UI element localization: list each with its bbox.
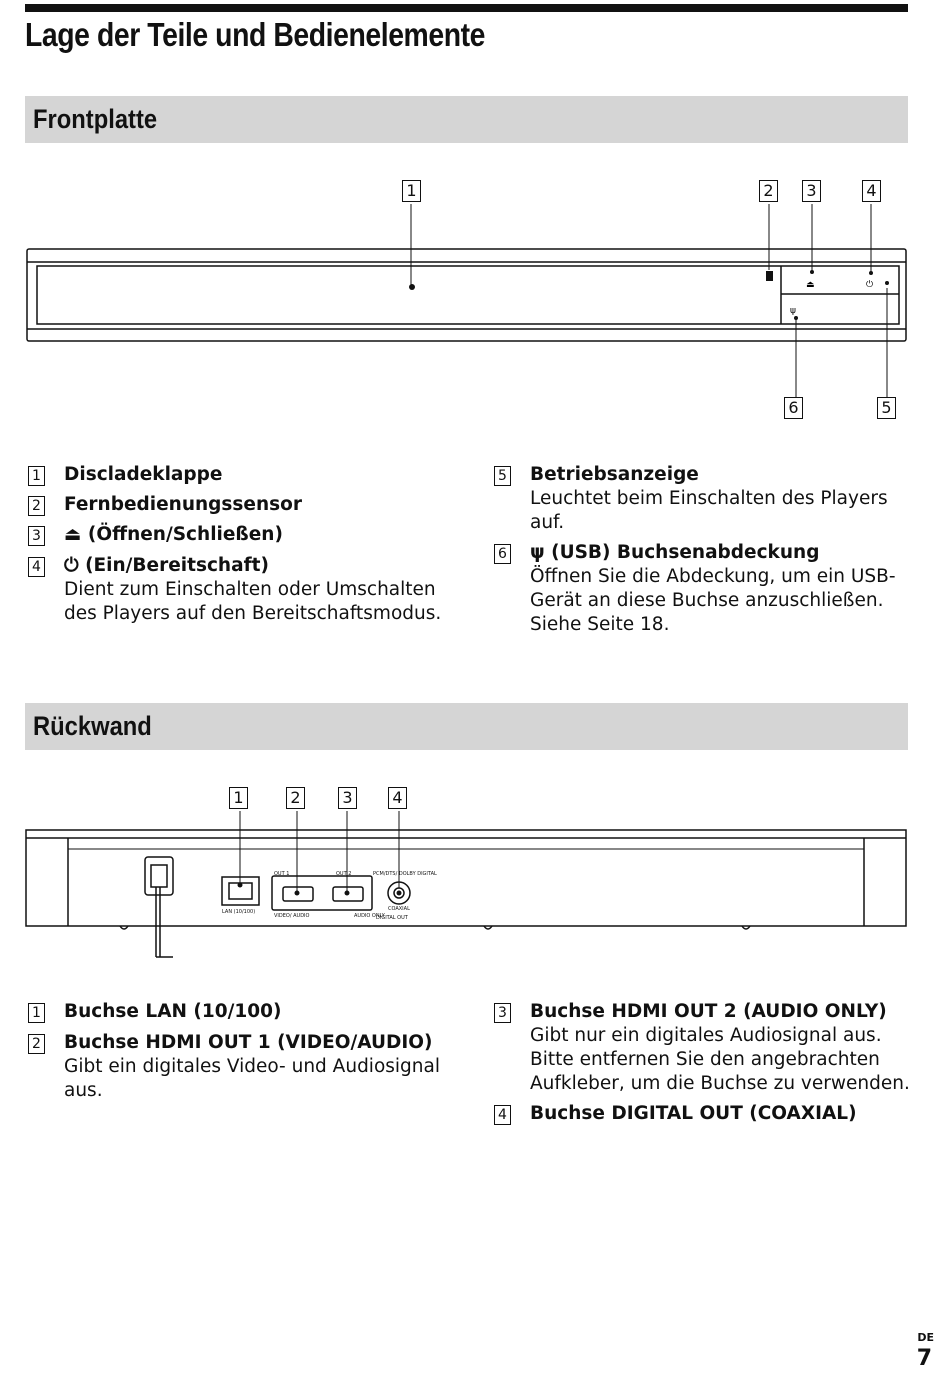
item-title: Buchse LAN (10/100): [64, 1001, 282, 1022]
item-number: 1: [28, 1003, 45, 1023]
item-title: Buchse HDMI OUT 1 (VIDEO/AUDIO): [64, 1032, 433, 1053]
item-title: Betriebsanzeige: [530, 464, 699, 485]
svg-text:⏻: ⏻: [866, 280, 874, 290]
label-audio-only: AUDIO ONLY: [354, 913, 385, 919]
page-number: 7: [916, 1346, 932, 1371]
item-number: 4: [28, 557, 45, 577]
item-title: Discladeklappe: [64, 464, 223, 485]
item-title: Buchse DIGITAL OUT (COAXIAL): [530, 1103, 857, 1124]
label-video-audio: VIDEO/ AUDIO: [274, 913, 310, 919]
item-number: 1: [28, 466, 45, 486]
item-title: ⏏ (Öffnen/Schließen): [64, 524, 283, 545]
language-code: DE: [917, 1331, 934, 1344]
front-callout-2: 2: [759, 180, 778, 202]
item-title: Fernbedienungssensor: [64, 494, 302, 515]
front-callout-6: 6: [784, 397, 803, 419]
page-title: Lage der Teile und Bedienelemente: [25, 16, 485, 53]
label-out1: OUT 1: [274, 871, 290, 877]
rear-callout-3: 3: [338, 787, 357, 809]
front-callout-4: 4: [862, 180, 881, 202]
svg-text:ψ: ψ: [790, 306, 796, 316]
item-description: Gibt ein digitales Video- und Audiosignal aus.: [64, 1056, 440, 1101]
item-description: Öffnen Sie die Abdeckung, um ein USB-Gerät an diese Buchse anzuschließen. Siehe Seite 18.: [530, 566, 896, 635]
label-lan: LAN (10/100): [222, 909, 256, 915]
item-title: ψ (USB) Buchsenabdeckung: [530, 542, 820, 563]
item-description: Dient zum Einschalten oder Umschalten des Players auf den Bereitschaftsmodus.: [64, 579, 442, 624]
item-description: Gibt nur ein digitales Audiosignal aus. Bitte entfernen Sie den angebrachten Aufkleber, um die Buchse zu verwenden.: [530, 1025, 910, 1094]
label-out2: OUT 2: [336, 871, 352, 877]
rear-callout-2: 2: [286, 787, 305, 809]
section-title-front: Frontplatte: [33, 104, 158, 134]
rear-callout-4: 4: [388, 787, 407, 809]
item-number: 2: [28, 496, 45, 516]
item-number: 5: [494, 466, 511, 486]
item-number: 4: [494, 1105, 511, 1125]
item-title: ⏻ (Ein/Bereitschaft): [64, 555, 269, 576]
label-coaxial: COAXIAL: [388, 906, 410, 912]
front-callout-5: 5: [877, 397, 896, 419]
item-number: 3: [28, 526, 45, 546]
front-callout-1: 1: [402, 180, 421, 202]
label-pcm: PCM/DTS/ DOLBY DIGITAL: [373, 871, 437, 877]
item-number: 2: [28, 1034, 45, 1054]
item-number: 6: [494, 544, 511, 564]
item-number: 3: [494, 1003, 511, 1023]
front-callout-3: 3: [802, 180, 821, 202]
item-description: Leuchtet beim Einschalten des Players auf.: [530, 488, 888, 533]
section-title-rear: Rückwand: [33, 711, 152, 741]
label-digital-out: DIGITAL OUT: [376, 915, 408, 921]
item-title: Buchse HDMI OUT 2 (AUDIO ONLY): [530, 1001, 887, 1022]
rear-callout-1: 1: [229, 787, 248, 809]
svg-text:⏏: ⏏: [806, 280, 815, 290]
